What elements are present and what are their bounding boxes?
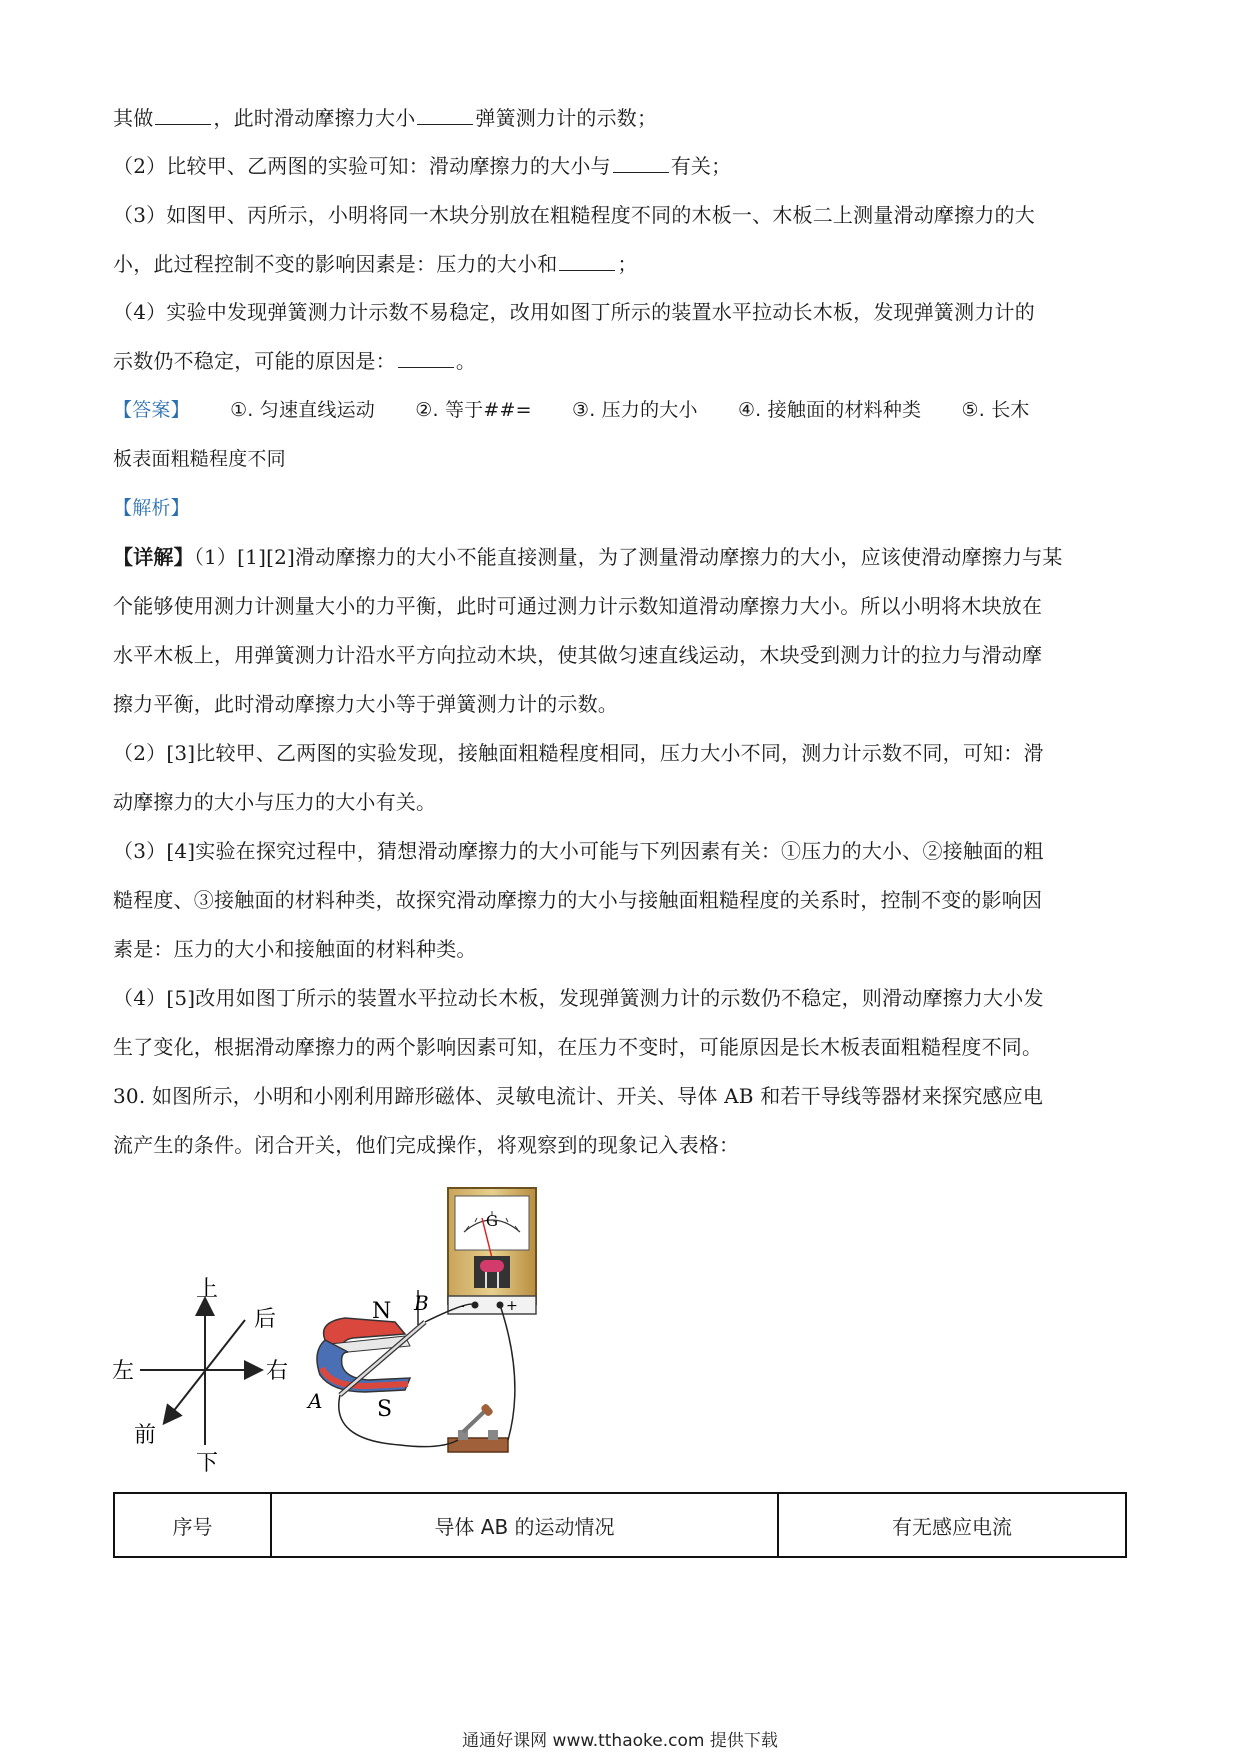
answer-item-3: ③. 压力的大小 [571, 399, 698, 421]
detail-line-2: 个能够使用测力计测量大小的力平衡，此时可通过测力计示数知道滑动摩擦力大小。所以小明将木块放在 [113, 594, 1043, 618]
analysis-label: 【解析】 [113, 497, 190, 519]
label-b: B [414, 1291, 429, 1315]
text-line-3: （3）如图甲、丙所示，小明将同一木块分别放在粗糙程度不同的木板一、木板二上测量滑动摩擦力的大 [113, 203, 1035, 227]
label-minus: - [460, 1298, 465, 1314]
label-g: G [486, 1212, 498, 1230]
galvanometer [448, 1188, 536, 1314]
table-header-index: 序号 [115, 1494, 272, 1556]
detail-line-3: 水平木板上，用弹簧测力计沿水平方向拉动木块，使其做匀速直线运动，木块受到测力计的拉力与滑动摩 [113, 643, 1043, 667]
text-line-5: （4）实验中发现弹簧测力计示数不易稳定，改用如图丁所示的装置水平拉动长木板，发现弹簧测力计的 [113, 300, 1035, 324]
question-30-line-2: 流产生的条件。闭合开关，他们完成操作，将观察到的现象记入表格： [113, 1133, 740, 1157]
text-line-6: 示数仍不稳定，可能的原因是： 。 [113, 349, 477, 373]
label-up: 上 [196, 1277, 219, 1302]
result-table [113, 1492, 1127, 1558]
detail-line-7: （3）[4]实验在探究过程中，猜想滑动摩擦力的大小可能与下列因素有关：①压力的大小、②接触面的粗 [113, 839, 1044, 863]
detail-line-1: 【详解】（1）[1][2]滑动摩擦力的大小不能直接测量，为了测量滑动摩擦力的大小，应该使滑动摩擦力与某 [113, 545, 1063, 569]
detail-line-4: 擦力平衡，此时滑动摩擦力大小等于弹簧测力计的示数。 [113, 692, 618, 716]
label-a: A [308, 1389, 323, 1413]
answer-label: 【答案】 [113, 399, 190, 421]
table-header-motion: 导体 AB 的运动情况 [272, 1494, 779, 1556]
label-back: 后 [254, 1307, 277, 1332]
detail-line-6: 动摩擦力的大小与压力的大小有关。 [113, 790, 437, 814]
table-header-current: 有无感应电流 [892, 1514, 1012, 1539]
question-30-line-1: 30. 如图所示，小明和小刚利用蹄形磁体、灵敏电流计、开关、导体 AB 和若干导线等器材来探究感应电 [113, 1084, 1044, 1108]
switch [448, 1403, 508, 1452]
answer-item-5: ⑤. 长木 [961, 399, 1030, 421]
detail-line-9: 素是：压力的大小和接触面的材料种类。 [113, 937, 477, 961]
label-front: 前 [134, 1423, 157, 1448]
text-line-4: 小，此过程控制不变的影响因素是：压力的大小和 ； [113, 252, 638, 276]
horseshoe-magnet [317, 1318, 410, 1392]
detail-line-5: （2）[3]比较甲、乙两图的实验发现，接触面粗糙程度相同，压力大小不同，测力计示数不同，可知：滑 [113, 741, 1044, 765]
label-left: 左 [112, 1359, 135, 1384]
label-n: N [372, 1299, 392, 1324]
label-s: S [377, 1397, 393, 1422]
text-line-2: （2）比较甲、乙两图的实验可知：滑动摩擦力的大小与 有关； [113, 154, 732, 178]
label-down: 下 [196, 1451, 219, 1476]
text-line-1: 其做 ，此时滑动摩擦力大小 弹簧测力计的示数； [113, 106, 658, 130]
answer-continuation: 板表面粗糙程度不同 [113, 448, 286, 470]
detail-line-8: 糙程度、③接触面的材料种类，故探究滑动摩擦力的大小与接触面粗糙程度的关系时，控制不变的影响因 [113, 888, 1043, 912]
answer-item-4: ④. 接触面的材料种类 [737, 399, 922, 421]
label-plus: + [506, 1298, 518, 1314]
direction-axes [140, 1300, 260, 1445]
answer-item-2: ②. 等于##= [415, 399, 532, 421]
label-right: 右 [266, 1359, 289, 1384]
page-footer: 通通好课网 www.tthaoke.com 提供下载 [462, 1731, 778, 1751]
detail-line-10: （4）[5]改用如图丁所示的装置水平拉动长木板，发现弹簧测力计的示数仍不稳定，则滑动摩擦力大小发 [113, 986, 1044, 1010]
answer-item-1: ①. 匀速直线运动 [230, 399, 375, 421]
detail-line-11: 生了变化，根据滑动摩擦力的两个影响因素可知，在压力不变时，可能原因是长木板表面粗糙程度不同。 [113, 1035, 1043, 1059]
